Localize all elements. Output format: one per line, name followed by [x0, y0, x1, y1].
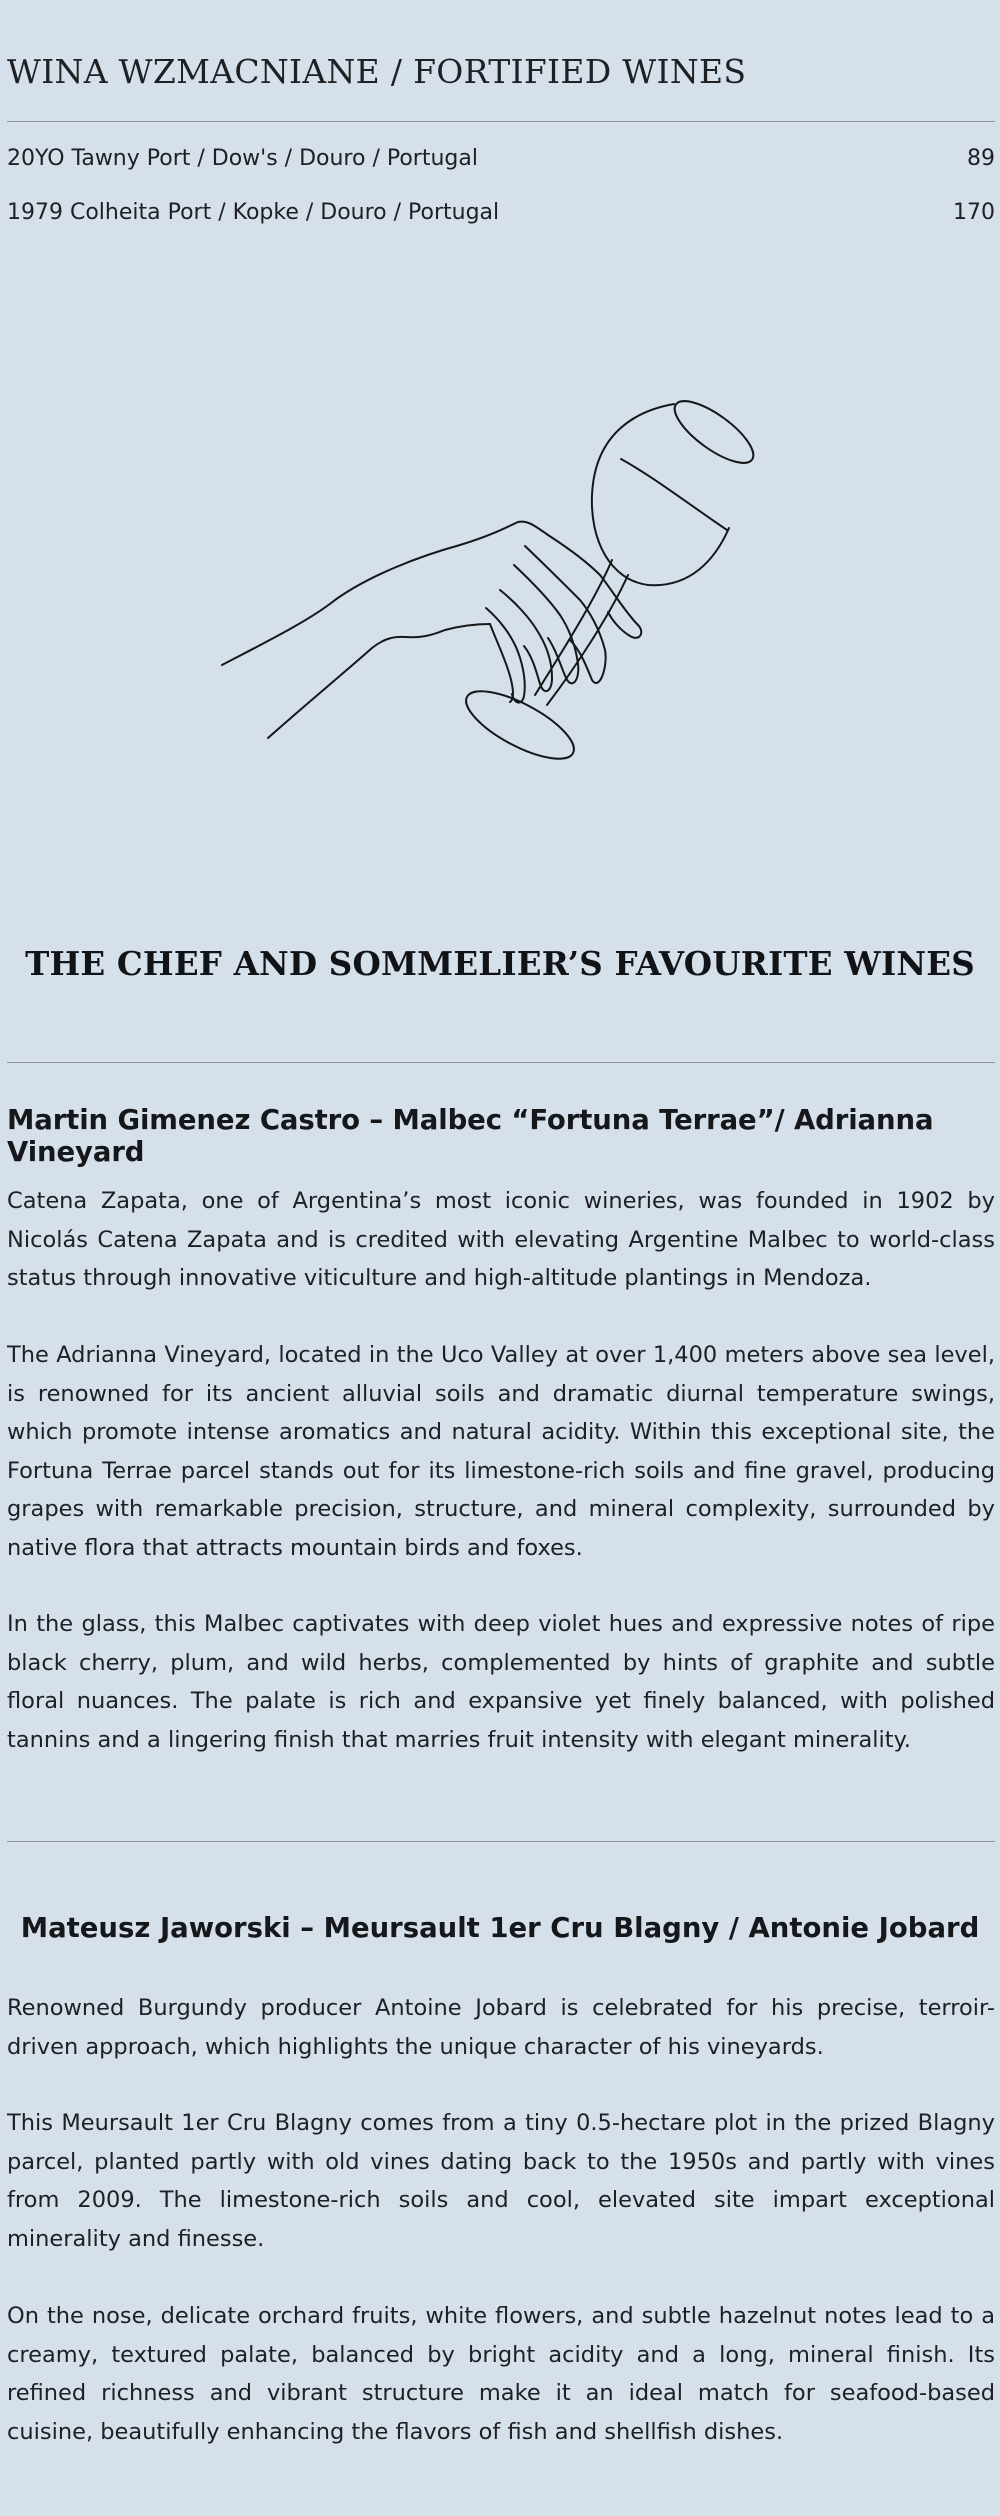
section-divider: [7, 1062, 995, 1063]
wine-name: 1979 Colheita Port / Kopke / Douro / Portugal: [7, 200, 500, 225]
fortified-wines-heading: WINA WZMACNIANE / FORTIFIED WINES: [7, 52, 747, 91]
wine-description: The Adrianna Vineyard, located in the Uco Valley at over 1,400 meters above sea level, is renowned for its ancient alluvial soils and dramatic diurnal temperature swings, which promote intense aromatics and natural acidity. Within this exceptional site, the Fortuna Terrae parcel stands out for its limestone-rich soils and fine gravel, producing grapes with remarkable precision, structure, and mineral complexity, surrounded by native flora that attracts mountain birds and foxes.: [7, 1342, 995, 1561]
wine-name: 20YO Tawny Port / Dow's / Douro / Portugal: [7, 146, 478, 171]
wine-description: Renowned Burgundy producer Antoine Jobard is celebrated for his precise, terroir-driven approach, which highlights the unique character of his vineyards.: [7, 1995, 995, 2060]
wine-description: Catena Zapata, one of Argentina’s most iconic wineries, was founded in 1902 by Nicolás Catena Zapata and is credited with elevating Argentine Malbec to world-class status through innovative viticulture and high-altitude plantings in Mendoza.: [7, 1188, 995, 1291]
hand-holding-wine-glass-icon: [200, 380, 800, 780]
wine-description: This Meursault 1er Cru Blagny comes from a tiny 0.5-hectare plot in the prized Blagny parcel, planted partly with old vines dating back to the 1950s and partly with vines from 2009. The limestone-rich soils and cool, elevated site impart exceptional minerality and finesse.: [7, 2110, 995, 2252]
favourites-title: THE CHEF AND SOMMELIER’S FAVOURITE WINES: [25, 944, 975, 983]
wine-description: On the nose, delicate orchard fruits, white flowers, and subtle hazelnut notes lead to a creamy, textured palate, balanced by bright acidity and a long, mineral finish. Its refined richness and vibrant structure make it an ideal match for seafood-based cuisine, beautifully enhancing the flavors of fish and shellfish dishes.: [7, 2303, 995, 2445]
wine-list-item: [7, 146, 995, 171]
wine-entry-title: Mateusz Jaworski – Meursault 1er Cru Blagny / Antonie Jobard: [20, 1912, 980, 1944]
wine-description: In the glass, this Malbec captivates with deep violet hues and expressive notes of ripe black cherry, plum, and wild herbs, complemented by hints of graphite and subtle floral nuances. The palate is rich and expansive yet finely balanced, with polished tannins and a lingering finish that marries fruit intensity with elegant minerality.: [7, 1611, 995, 1753]
section-divider: [7, 121, 995, 122]
wine-price: 170: [953, 200, 995, 225]
section-divider: [7, 1841, 995, 1842]
wine-entry-title: Martin Gimenez Castro – Malbec “Fortuna Terrae”/ Adrianna Vineyard: [7, 1104, 934, 1168]
wine-list-item: [7, 200, 995, 225]
wine-price: 89: [967, 146, 995, 171]
